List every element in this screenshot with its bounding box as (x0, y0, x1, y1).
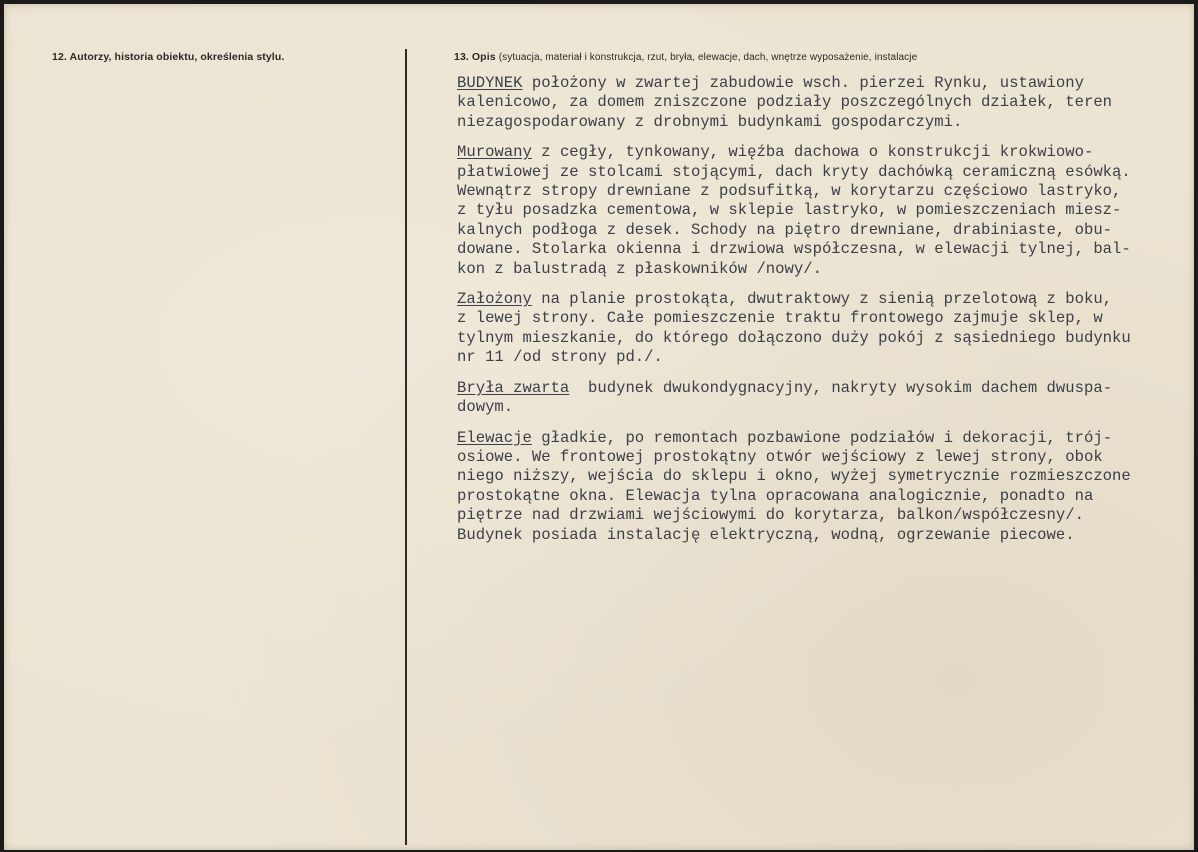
paragraph-lead: Murowany (457, 143, 532, 162)
document-sheet (4, 4, 1194, 850)
text-line-content: na planie prostokąta, dwutraktowy z sienią przelotową z boku, (531, 290, 1113, 309)
description-text (457, 74, 1177, 556)
column-divider (405, 49, 407, 845)
text-line: dowym. (457, 398, 514, 417)
text-line-content: budynek dwukondygnacyjny, nakryty wysokim dachem dwuspa- (569, 378, 1113, 397)
text-line-content: położony w zwartej zabudowie wsch. pierzei Rynku, ustawiony (522, 74, 1084, 92)
text-line (457, 143, 1177, 162)
section-13-heading (454, 51, 917, 63)
text-line-content: gładkie, po remontach pozbawione podziałów i dekoracji, trój- (531, 428, 1113, 447)
text-line: z tyłu posadzka cementowa, w sklepie lastryko, w pomieszczeniach miesz- (457, 201, 1122, 220)
section-12-label: 12. Autorzy, historia obiektu, określenia stylu. (52, 51, 285, 63)
paragraph-massing (457, 379, 1177, 418)
text-line: prostokątne okna. Elewacja tylna opracowana analogicznie, ponadto na (457, 486, 1094, 505)
text-line: kalnych podłoga z desek. Schody na piętro drewniane, drabiniaste, obu- (457, 220, 1113, 239)
text-line (457, 429, 1177, 448)
paragraph-lead: Założony (457, 290, 532, 309)
paragraph-lead: Bryła zwarta (457, 378, 570, 397)
text-line: piętrze nad drzwiami wejściowymi do korytarza, balkon/współczesny/. (457, 506, 1084, 525)
section-12-heading (52, 51, 284, 63)
text-line: kon z balustradą z płaskowników /nowy/. (457, 259, 822, 278)
text-line (457, 74, 1177, 93)
paragraph-material (457, 143, 1177, 279)
paragraph-plan (457, 290, 1177, 368)
text-line: niego niższy, wejścia do sklepu i okno, wyżej symetrycznie rozmieszczone (457, 467, 1131, 486)
section-13-number: 13. Opis (454, 51, 496, 63)
paragraph-elevations (457, 429, 1177, 545)
text-line (457, 379, 1177, 398)
section-13-subtitle: (sytuacja, materiał i konstrukcja, rzut, bryła, elewacje, dach, wnętrze wyposażenie, instalacje (498, 52, 918, 63)
paragraph-situation (457, 74, 1177, 132)
text-line: z lewej strony. Całe pomieszczenie traktu frontowego zajmuje sklep, w (457, 309, 1103, 328)
text-line: niezagospodarowany z drobnymi budynkami gospodarczymi. (457, 112, 963, 131)
text-line: tylnym mieszkanie, do którego dołączono duży pokój z sąsiedniego budynku (457, 328, 1131, 347)
text-line: Budynek posiada instalację elektryczną, wodną, ogrzewanie piecowe. (457, 525, 1075, 544)
text-line: Wewnątrz stropy drewniane z podsufitką, w korytarzu częściowo lastryko, (457, 182, 1122, 201)
text-line-content: z cegły, tynkowany, więźba dachowa o konstrukcji krokwiowo- (531, 143, 1094, 162)
text-line: osiowe. We frontowej prostokątny otwór wejściowy z lewej strony, obok (457, 447, 1103, 466)
paragraph-lead: Elewacje (457, 428, 532, 447)
text-line: nr 11 /od strony pd./. (457, 348, 663, 367)
text-line: płatwiowej ze stolcami stojącymi, dach kryty dachówką ceramiczną esówką. (457, 162, 1131, 181)
text-line: dowane. Stolarka okienna i drzwiowa współczesna, w elewacji tylnej, bal- (457, 240, 1131, 259)
paragraph-lead: BUDYNEK (457, 74, 523, 92)
text-line (457, 290, 1177, 309)
text-line: kalenicowo, za domem zniszczone podziały poszczególnych działek, teren (457, 93, 1113, 112)
